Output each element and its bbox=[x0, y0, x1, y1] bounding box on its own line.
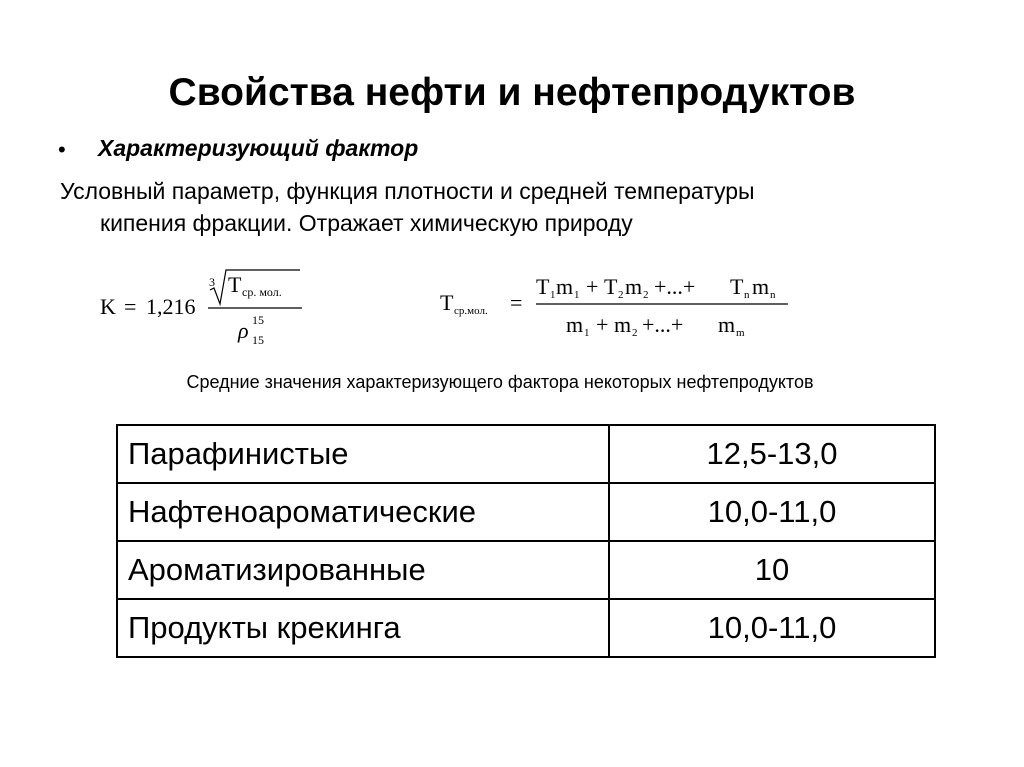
formula1-numerator-sub: ср. мол. bbox=[242, 285, 282, 299]
table-row bbox=[117, 599, 935, 657]
num-tn-sub: n bbox=[744, 289, 750, 301]
formula1-lhs: K bbox=[100, 294, 116, 319]
num-mn-sub: n bbox=[770, 289, 776, 301]
num-mn: m bbox=[752, 274, 770, 299]
table-row bbox=[117, 541, 935, 599]
num-plus: + bbox=[586, 274, 599, 299]
den-mm-sub: m bbox=[736, 327, 745, 339]
row-value: 12,5-13,0 bbox=[609, 425, 935, 483]
formula2-lhs-sub: ср.мол. bbox=[454, 305, 488, 317]
den-m1-sub: 1 bbox=[584, 327, 590, 339]
description-line-1: Условный параметр, функция плотности и средней температуры bbox=[60, 178, 755, 204]
num-t1: T bbox=[536, 274, 550, 299]
formula1-eq: = bbox=[124, 294, 137, 319]
formula1-den-sub: 15 bbox=[252, 333, 264, 347]
formula2-denominator bbox=[566, 312, 745, 339]
num-t2-sub: 2 bbox=[618, 289, 624, 301]
formula1-coef: 1,216 bbox=[146, 294, 196, 319]
den-m2-sub: 2 bbox=[632, 327, 638, 339]
row-value: 10,0-11,0 bbox=[609, 599, 935, 657]
table-caption: Средние значения характеризующего фактора некоторых нефтепродуктов bbox=[186, 372, 814, 392]
formula2-eq: = bbox=[510, 290, 523, 315]
description-line-2: кипения фракции. Отражает химическую природу bbox=[100, 210, 633, 236]
num-m2-sub: 2 bbox=[643, 289, 649, 301]
formula2-lhs: T bbox=[440, 290, 454, 315]
den-mm: m bbox=[718, 312, 736, 337]
row-name: Ароматизированные bbox=[117, 541, 609, 599]
den-m2: m bbox=[614, 312, 632, 337]
formula1-denominator: ρ bbox=[238, 318, 249, 343]
characterizing-factor-table bbox=[116, 424, 936, 658]
num-tn: T bbox=[730, 274, 744, 299]
row-name: Парафинистые bbox=[117, 425, 609, 483]
row-value: 10 bbox=[609, 541, 935, 599]
bullet-heading: Характеризующий фактор bbox=[98, 135, 419, 161]
formula1-numerator: T bbox=[228, 272, 242, 297]
den-m1: m bbox=[566, 312, 584, 337]
description-paragraph bbox=[60, 175, 960, 239]
num-t2: T bbox=[604, 274, 618, 299]
formula2-numerator bbox=[536, 274, 776, 301]
page-title: Свойства нефти и нефтепродуктов bbox=[168, 71, 856, 114]
table-row bbox=[117, 483, 935, 541]
num-m1-sub: 1 bbox=[574, 289, 580, 301]
row-name: Продукты крекинга bbox=[117, 599, 609, 657]
num-m1: m bbox=[556, 274, 574, 299]
row-name: Нафтеноароматические bbox=[117, 483, 609, 541]
row-value: 10,0-11,0 bbox=[609, 483, 935, 541]
num-m2: m bbox=[625, 274, 643, 299]
den-plus: + bbox=[596, 312, 609, 337]
formula-characterizing-factor bbox=[100, 262, 320, 352]
num-t1-sub: 1 bbox=[550, 289, 556, 301]
bullet-marker: • bbox=[58, 137, 66, 162]
table-row bbox=[117, 425, 935, 483]
den-ellipsis: +...+ bbox=[642, 312, 684, 337]
formula1-root-index: 3 bbox=[209, 275, 215, 289]
formula1-den-sup: 15 bbox=[252, 313, 264, 327]
num-ellipsis: +...+ bbox=[654, 274, 696, 299]
formula-mean-boiling-temperature bbox=[440, 264, 800, 344]
